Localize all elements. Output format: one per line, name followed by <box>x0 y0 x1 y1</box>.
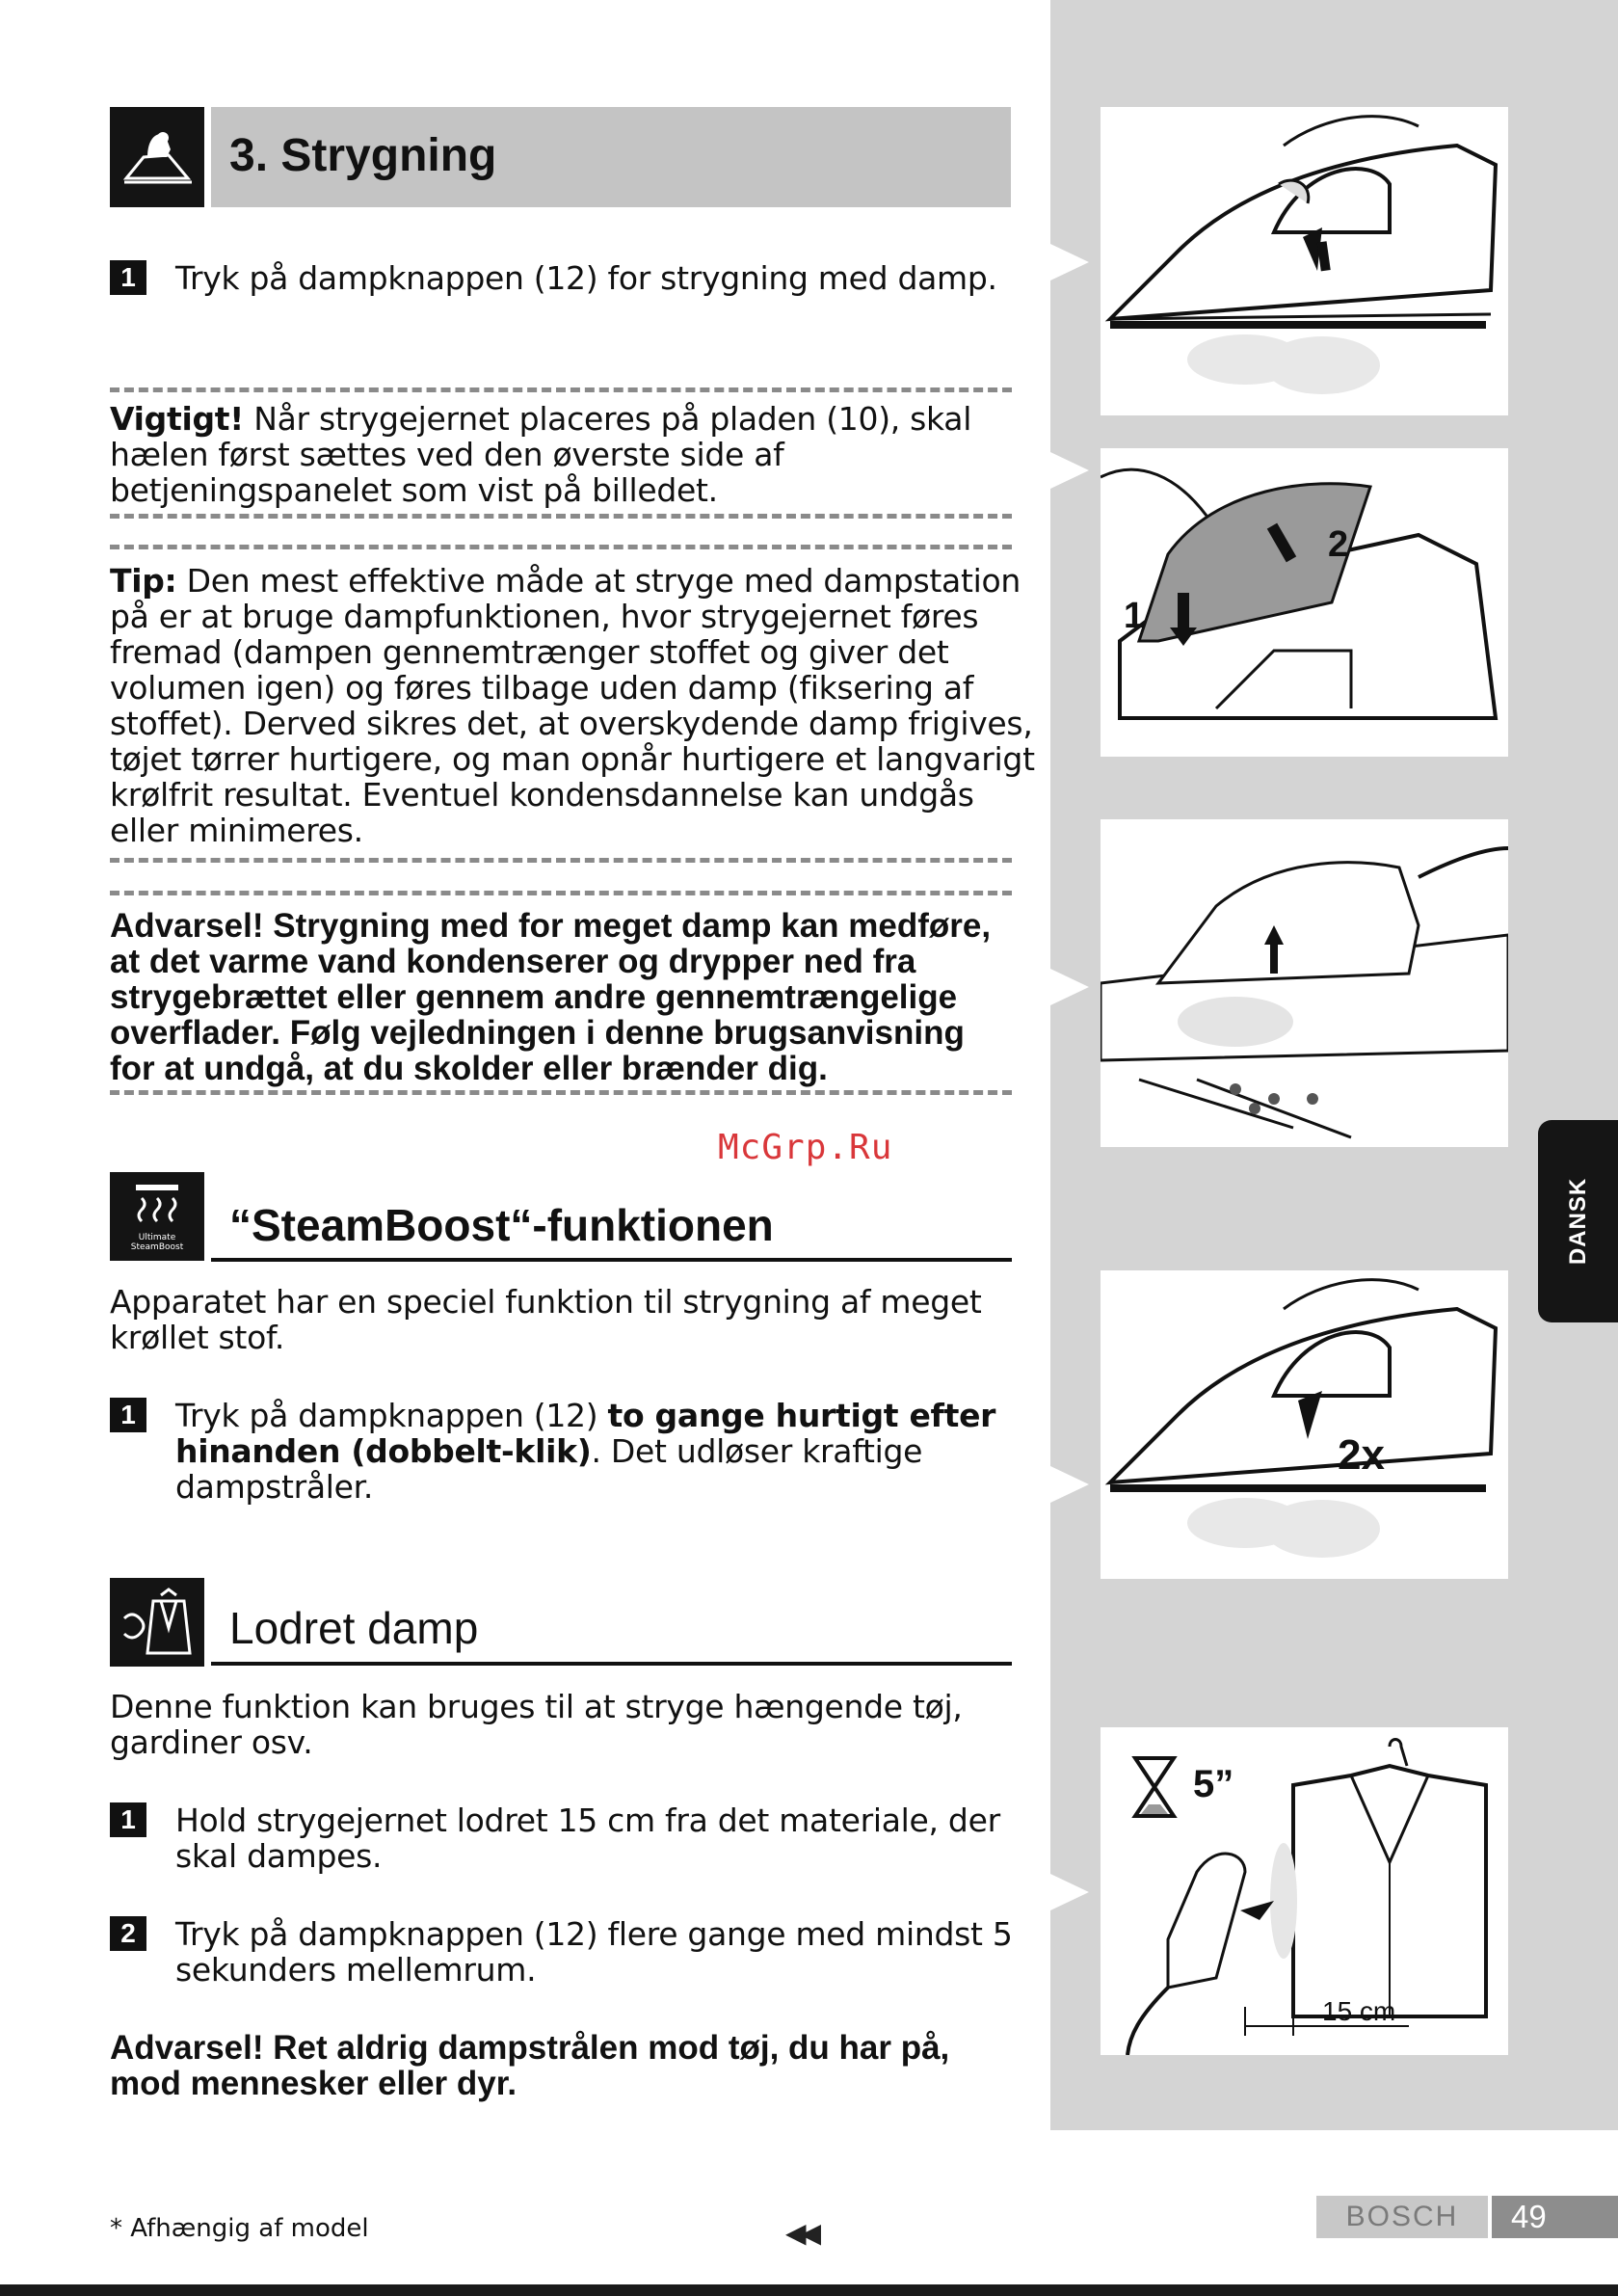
important-line: hælen først sættes ved den øverste side af <box>110 436 784 473</box>
steamboost-intro <box>110 1284 982 1355</box>
step-text-part: Tryk på dampknappen (12) <box>175 1397 608 1434</box>
step-number: 2 <box>110 1916 146 1951</box>
important-line: betjeningspanelet som vist på billedet. <box>110 471 718 509</box>
important-note <box>110 401 971 508</box>
language-tab <box>1538 1120 1618 1322</box>
steamboost-icon <box>110 1172 204 1261</box>
tip-line: Den mest effektive måde at stryge med dampstation <box>176 562 1021 600</box>
tip-line: tøjet tørrer hurtigere, og man opnår hurtigere et langvarigt <box>110 740 1035 778</box>
panel-label: 2x <box>1338 1431 1385 1479</box>
section-title-ironing: 3. Strygning <box>229 130 497 181</box>
illustration-iron-on-base <box>1101 448 1508 757</box>
step-text-bold: hinanden (dobbelt-klik) <box>175 1432 592 1470</box>
watermark: McGrp.Ru <box>718 1128 893 1167</box>
previous-page-arrows[interactable]: ◀◀ <box>785 2217 816 2249</box>
illustration-vertical-steam <box>1101 1727 1508 2055</box>
important-label: Vigtigt! <box>110 400 245 438</box>
warning-line: overflader. Følg vejledningen i denne brugsanvisning <box>110 1014 965 1052</box>
divider <box>110 545 1012 549</box>
warning-line: Advarsel! Ret aldrig dampstrålen mod tøj, du har på, <box>110 2029 950 2067</box>
panel-label: 5” <box>1193 1763 1234 1805</box>
step-line: Tryk på dampknappen (12) flere gange med mindst 5 <box>175 1915 1013 1953</box>
section-title-vertical: Lodret damp <box>229 1603 479 1653</box>
warning-line: for at undgå, at du skolder eller brænder dig. <box>110 1050 828 1087</box>
warning-note <box>110 908 991 1086</box>
intro-line: krøllet stof. <box>110 1319 285 1356</box>
step-number: 1 <box>110 1802 146 1837</box>
panel-pointer <box>1050 452 1089 489</box>
intro-line: gardiner osv. <box>110 1723 313 1761</box>
panel-label: 15 cm <box>1322 1996 1396 2026</box>
intro-line: Denne funktion kan bruges til at stryge hængende tøj, <box>110 1688 963 1725</box>
tip-line: på er at bruge dampfunktionen, hvor strygejernet føres <box>110 598 979 635</box>
divider <box>110 891 1012 895</box>
step-line: Hold strygejernet lodret 15 cm fra det materiale, der <box>175 1802 1000 1839</box>
illustration-steam-ironing <box>1101 107 1508 415</box>
brand-label: BOSCH <box>1316 2196 1488 2238</box>
divider <box>110 514 1012 519</box>
step-text-bold: to gange hurtigt efter <box>607 1397 996 1434</box>
panel-pointer <box>1050 1874 1089 1910</box>
warning-note <box>110 2030 949 2101</box>
warning-line: at det varme vand kondenserer og drypper ned fra <box>110 943 916 980</box>
step-text: Tryk på dampknappen (12) for strygning med damp. <box>175 259 997 297</box>
step-number: 1 <box>110 260 146 295</box>
steamboost-icon-text: Ultimate <box>138 1233 176 1242</box>
intro-line: Apparatet har en speciel funktion til strygning af meget <box>110 1283 982 1321</box>
section-rule <box>211 1662 1012 1666</box>
vertical-steam-icon <box>110 1578 204 1667</box>
steamboost-icon-text: SteamBoost <box>130 1242 184 1252</box>
tip-line: stoffet). Derved sikres det, at overskydende damp frigives, <box>110 705 1033 742</box>
section-rule <box>211 1258 1012 1262</box>
warning-line: mod mennesker eller dyr. <box>110 2065 517 2102</box>
step-text-part: . Det udløser kraftige <box>591 1432 923 1470</box>
warning-line: strygebrættet eller gennem andre gennemtrængelige <box>110 978 958 1016</box>
step-text <box>175 1802 1000 1874</box>
step-text <box>175 1916 1013 1988</box>
panel-pointer <box>1050 1466 1089 1503</box>
step-number: 1 <box>110 1398 146 1432</box>
panel-pointer <box>1050 244 1089 280</box>
tip-line: eller minimeres. <box>110 812 363 849</box>
illustration-double-click <box>1101 1270 1508 1579</box>
tip-note <box>110 563 1035 848</box>
step-line: skal dampes. <box>175 1837 383 1875</box>
ironing-icon <box>110 107 204 207</box>
language-tab-label: DANSK <box>1564 1177 1591 1266</box>
divider <box>110 858 1012 863</box>
section-title-steamboost: “SteamBoost“-funktionen <box>229 1200 774 1250</box>
tip-line: fremad (dampen gennemtrænger stoffet og giver det <box>110 633 949 671</box>
panel-label: 2 <box>1328 524 1349 565</box>
page-number: 49 <box>1492 2196 1618 2238</box>
panel-pointer <box>1050 969 1089 1005</box>
important-line: Når strygejernet placeres på pladen (10), skal <box>244 400 972 438</box>
footnote: * Afhængig af model <box>110 2214 369 2243</box>
tip-line: volumen igen) og føres tilbage uden damp (fiksering af <box>110 669 974 707</box>
divider <box>110 1090 1012 1095</box>
step-text <box>175 1398 995 1505</box>
warning-line: Advarsel! Strygning med for meget damp kan medføre, <box>110 907 992 945</box>
step-line: sekunders mellemrum. <box>175 1951 537 1989</box>
step-text-part: dampstråler. <box>175 1468 374 1506</box>
illustration-dripping-board <box>1101 819 1508 1147</box>
vertical-intro <box>110 1689 963 1760</box>
tip-line: krølfrit resultat. Eventuel kondensdannelse kan undgås <box>110 776 974 814</box>
tip-label: Tip: <box>110 562 177 600</box>
divider <box>110 387 1012 392</box>
bottom-strip <box>0 2284 1618 2296</box>
panel-label: 1 <box>1124 596 1145 636</box>
